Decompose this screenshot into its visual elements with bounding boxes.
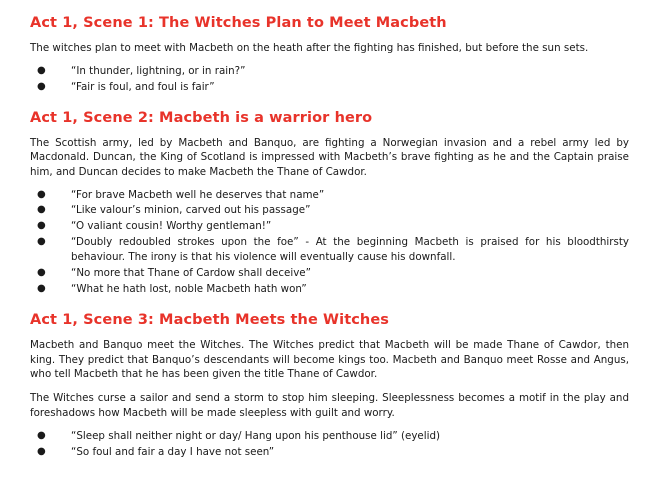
section-paragraph: The Witches curse a sailor and send a storm to stop him sleeping. Sleeplessness becomes a motif in the play and foreshadows how Macbeth will be made sleepless with guilt and worry.	[30, 391, 629, 419]
list-item	[30, 235, 629, 265]
list-item	[30, 429, 629, 444]
quote-list	[30, 429, 629, 460]
list-item	[30, 188, 629, 203]
section-paragraph: Macbeth and Banquo meet the Witches. The Witches predict that Macbeth will be made Thane of Cawdor, then king. They predict that Banquo’s descendants will become kings too. Macbeth and Banquo meet Rosse and Angus, who tell Macbeth that he has been given the title Thane of Cawdor.	[30, 339, 629, 381]
list-item	[30, 445, 629, 460]
quote-text: “What he hath lost, noble Macbeth hath won”	[71, 283, 307, 296]
section-paragraph: The witches plan to meet with Macbeth on the heath after the fighting has finished, but before the sun sets.	[30, 42, 589, 55]
quote-text: “No more that Thane of Cardow shall deceive”	[71, 267, 311, 280]
bullet-icon: ●	[37, 220, 46, 232]
quote-text: “Sleep shall neither night or day/ Hang upon his penthouse lid” (eyelid)	[71, 430, 441, 443]
list-item	[30, 219, 629, 234]
bullet-icon: ●	[37, 188, 46, 200]
bullet-icon: ●	[37, 64, 46, 76]
quote-text: “In thunder, lightning, or in rain?”	[71, 64, 246, 77]
bullet-icon: ●	[37, 283, 46, 295]
bullet-icon: ●	[37, 80, 46, 92]
quote-list	[30, 64, 629, 95]
section-heading: Act 1, Scene 1: The Witches Plan to Meet Macbeth	[30, 15, 447, 31]
quote-list	[30, 188, 629, 297]
document-section-2	[30, 109, 629, 297]
bullet-icon: ●	[37, 267, 46, 279]
quote-text: “For brave Macbeth well he deserves that name”	[71, 188, 325, 201]
section-heading: Act 1, Scene 3: Macbeth Meets the Witches	[30, 311, 390, 328]
section-heading: Act 1, Scene 2: Macbeth is a warrior hero	[30, 109, 373, 126]
quote-text: “Fair is foul, and foul is fair”	[71, 80, 215, 93]
list-item	[30, 282, 629, 297]
document-section-1	[30, 14, 629, 95]
quote-text: “So foul and fair a day I have not seen”	[71, 446, 275, 459]
list-item	[30, 80, 629, 95]
list-item	[30, 64, 629, 79]
quote-text: “O valiant cousin! Worthy gentleman!”	[71, 220, 272, 233]
document-section-3	[30, 311, 629, 460]
list-item	[30, 266, 629, 281]
quote-text: “Like valour’s minion, carved out his passage”	[71, 204, 311, 217]
bullet-icon: ●	[37, 430, 46, 442]
list-item	[30, 203, 629, 218]
section-paragraph: The Scottish army, led by Macbeth and Banquo, are fighting a Norwegian invasion and a rebel army led by Macdonald. Duncan, the King of Scotland is impressed with Macbeth’s brave fighting as he and the Captain praise him, and Duncan decides to make Macbeth the Thane of Cawdor.	[30, 136, 629, 178]
bullet-icon: ●	[37, 236, 46, 248]
bullet-icon: ●	[37, 446, 46, 458]
quote-text: “Doubly redoubled strokes upon the foe” - At the beginning Macbeth is praised for his bloodthirsty behaviour. The irony is that his violence will eventually cause his downfall.	[71, 236, 629, 264]
bullet-icon: ●	[37, 204, 46, 216]
